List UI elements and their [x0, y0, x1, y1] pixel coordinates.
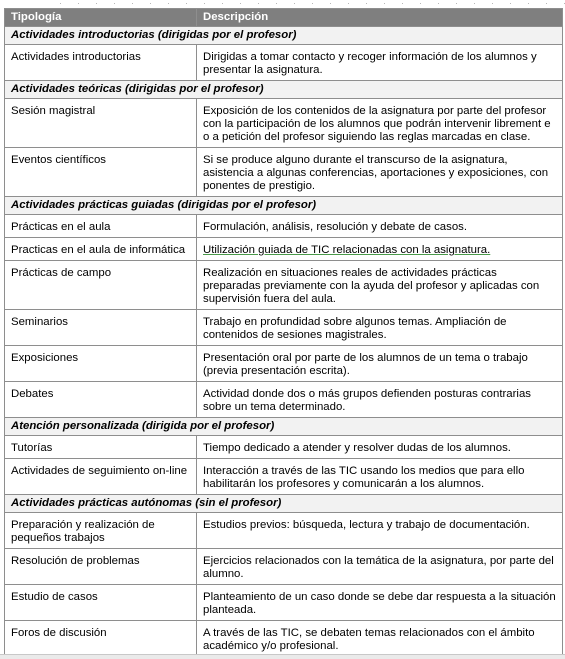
ruler-strip: [0, 0, 565, 4]
descripcion-cell: Si se produce alguno durante el transcurso de la asignatura, asistencia a algunas conferencias, aportaciones y exposiciones, con ponentes de prestigio.: [197, 148, 563, 197]
section-title: Actividades prácticas autónomas (sin el profesor): [5, 495, 563, 513]
descripcion-cell: A través de las TIC, se debaten temas relacionados con el ámbito académico y/o profesional.: [197, 621, 563, 657]
section-row: [5, 81, 563, 99]
table-row: [5, 621, 563, 657]
descripcion-cell: Trabajo en profundidad sobre algunos temas. Ampliación de contenidos de sesiones magistrales.: [197, 310, 563, 346]
table-row: [5, 382, 563, 418]
tipologia-cell: Preparación y realización de pequeños trabajos: [5, 513, 197, 549]
header-tipologia: Tipología: [5, 9, 197, 27]
tipologia-cell: Prácticas de campo: [5, 261, 197, 310]
section-row: [5, 418, 563, 436]
table-row: [5, 261, 563, 310]
descripcion-cell: Ejercicios relacionados con la temática de la asignatura, por parte del alumno.: [197, 549, 563, 585]
table-row: [5, 215, 563, 238]
table-row: [5, 310, 563, 346]
descripcion-cell: Planteamiento de un caso donde se debe dar respuesta a la situación planteada.: [197, 585, 563, 621]
section-title: Actividades teóricas (dirigidas por el profesor): [5, 81, 563, 99]
tipologia-cell: Estudio de casos: [5, 585, 197, 621]
table-row: [5, 346, 563, 382]
tipologia-cell: Sesión magistral: [5, 99, 197, 148]
tipologia-cell: Practicas en el aula de informática: [5, 238, 197, 261]
table-row: [5, 549, 563, 585]
section-row: [5, 27, 563, 45]
bottom-strip: [0, 654, 565, 659]
table-row: [5, 148, 563, 197]
descripcion-cell: Presentación oral por parte de los alumnos de un tema o trabajo (previa presentación escrita).: [197, 346, 563, 382]
tipologia-cell: Seminarios: [5, 310, 197, 346]
section-title: Atención personalizada (dirigida por el profesor): [5, 418, 563, 436]
tipologia-cell: Exposiciones: [5, 346, 197, 382]
tipologia-cell: Actividades introductorias: [5, 45, 197, 81]
descripcion-cell: Dirigidas a tomar contacto y recoger información de los alumnos y presentar la asignatura.: [197, 45, 563, 81]
section-row: [5, 495, 563, 513]
tipologia-cell: Foros de discusión: [5, 621, 197, 657]
descripcion-cell: Estudios previos: búsqueda, lectura y trabajo de documentación.: [197, 513, 563, 549]
header-descripcion: Descripción: [197, 9, 563, 27]
tipologia-cell: Eventos científicos: [5, 148, 197, 197]
table-row: [5, 513, 563, 549]
section-row: [5, 197, 563, 215]
table-row: [5, 436, 563, 459]
tipologia-cell: Debates: [5, 382, 197, 418]
section-title: Actividades prácticas guiadas (dirigidas por el profesor): [5, 197, 563, 215]
descripcion-cell: Tiempo dedicado a atender y resolver dudas de los alumnos.: [197, 436, 563, 459]
table-row: [5, 585, 563, 621]
table-row: [5, 45, 563, 81]
table-row: [5, 99, 563, 148]
tipologia-cell: Prácticas en el aula: [5, 215, 197, 238]
descripcion-cell: Utilización guiada de TIC relacionadas con la asignatura.: [197, 238, 563, 261]
descripcion-cell: Actividad donde dos o más grupos defienden posturas contrarias sobre un tema determinado.: [197, 382, 563, 418]
table-row: [5, 459, 563, 495]
descripcion-cell: Exposición de los contenidos de la asignatura por parte del profesor con la participación de los alumnos que podrán intervenir librement e o a petición del profesor siguiendo las reglas marcadas en clase.: [197, 99, 563, 148]
descripcion-cell: Realización en situaciones reales de actividades prácticas preparadas previamente con la ayuda del profesor y aplicadas con supervisión fuera del aula.: [197, 261, 563, 310]
descripcion-cell: Interacción a través de las TIC usando los medios que para ello habilitarán los profesores y comunicarán a los alumnos.: [197, 459, 563, 495]
section-title: Actividades introductorias (dirigidas por el profesor): [5, 27, 563, 45]
descripcion-cell: Formulación, análisis, resolución y debate de casos.: [197, 215, 563, 238]
tipologia-cell: Resolución de problemas: [5, 549, 197, 585]
activities-table: [4, 8, 563, 657]
table-header-row: [5, 9, 563, 27]
table-row: [5, 238, 563, 261]
tipologia-cell: Actividades de seguimiento on-line: [5, 459, 197, 495]
tipologia-cell: Tutorías: [5, 436, 197, 459]
